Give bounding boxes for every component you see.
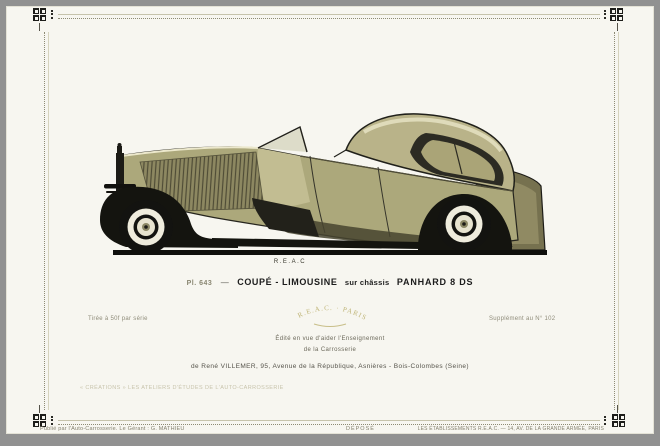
caption-connector: sur châssis (344, 278, 390, 287)
car-illustration (88, 90, 568, 275)
windshield (258, 127, 307, 152)
catalog-plate-page (6, 6, 654, 434)
svg-text:R.E.A.C. · PARIS (296, 304, 368, 322)
frame-tick-icon (604, 10, 608, 19)
roof-front-edge (334, 150, 346, 157)
edition-line-2: de la Carrosserie (303, 347, 357, 353)
frame-tick-icon (39, 405, 40, 413)
frame-rule-left (44, 32, 49, 410)
frame-tick-icon (51, 416, 55, 425)
frame-rule-top (58, 14, 600, 19)
front-wheel (119, 200, 173, 254)
gold-emboss-stamp-icon (280, 296, 380, 330)
ground-signature: R.E.A.C (273, 259, 307, 265)
rear-wheel (437, 197, 491, 251)
creations-credit: « CRÉATIONS » LES ATELIERS D'ÉTUDES DE L'AUTO-CARROSSERIE (80, 385, 284, 391)
supplement-note: Supplément au N° 102 (489, 316, 556, 322)
imprint-left: Publié par l'Auto-Carrosserie. Le Gérant : G. MATHIEU (40, 426, 185, 432)
imprint-right: LES ÉTABLISSEMENTS R.E.A.C. — 14, AV. DE LA GRANDE ARMÉE, PARIS (417, 426, 604, 432)
edition-line-1: Édité en vue d'aider l'Enseignement (275, 336, 385, 342)
frame-tick-icon (617, 23, 618, 31)
body-style-title: COUPÉ - LIMOUSINE (237, 277, 338, 287)
chassis-name: PANHARD 8 DS (396, 277, 474, 287)
frame-rule-right (614, 32, 619, 410)
corner-ornament-icon (33, 8, 46, 21)
frame-rule-bottom (58, 420, 600, 425)
imprint-depose: DÉPOSÉ (346, 426, 375, 432)
coupe-limousine-drawing (88, 90, 568, 275)
caption-dash: — (220, 278, 229, 287)
plate-caption (6, 272, 654, 290)
ground-line (113, 250, 547, 255)
frame-tick-icon (51, 10, 55, 19)
print-run-note: Tirée à 50f par série (88, 316, 148, 322)
frame-tick-icon (604, 416, 608, 425)
publisher-address: de René VILLEMER, 95, Avenue de la République, Asnières - Bois-Colombes (Seine) (191, 363, 469, 370)
frame-tick-icon (39, 23, 40, 31)
stamp-arc-text: R.E.A.C. · PARIS (296, 303, 369, 323)
imprint-strip (6, 426, 654, 436)
corner-ornament-icon (610, 8, 623, 21)
plate-number: Pl. 643 (186, 280, 213, 287)
